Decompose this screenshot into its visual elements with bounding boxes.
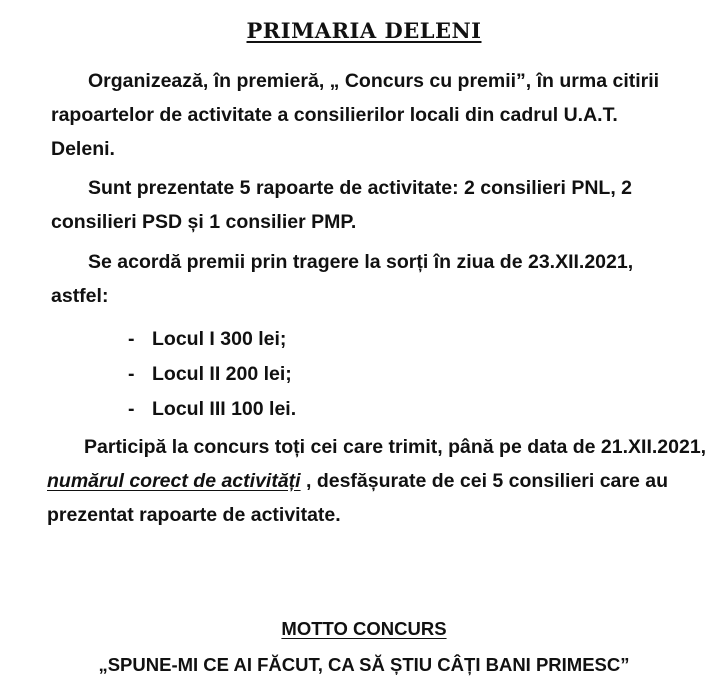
intro-paragraph [51, 64, 678, 166]
list-item [128, 392, 296, 427]
prize-text: Locul II 200 lei; [152, 363, 292, 385]
document-title: PRIMARIA DELENI [246, 18, 482, 43]
intro-text: Organizează, în premieră, „ Concurs cu premii”, în urma citirii rapoartelor de activitate a consilierilor locali din cadrul U.A.T. Deleni. [51, 70, 660, 160]
dash-bullet: - [128, 328, 135, 350]
dash-bullet: - [128, 398, 135, 420]
prize-text: Locul III 100 lei. [152, 398, 297, 420]
emphasized-phrase: numărul corect de activități [47, 470, 301, 492]
prizes-intro-paragraph [51, 245, 678, 313]
motto-text: „SPUNE-MI CE AI FĂCUT, CA SĂ ȘTIU CÂȚI BANI PRIMESC” [98, 654, 630, 675]
prize-list [128, 322, 296, 427]
participation-paragraph [47, 430, 708, 532]
list-item [128, 322, 296, 357]
participation-text-end: , desfășurate de cei 5 consilieri care au prezentat rapoarte de activitate. [47, 470, 669, 526]
prizes-intro-text: Se acordă premii prin tragere la sorți în ziua de 23.XII.2021, astfel: [51, 251, 634, 307]
list-item [128, 357, 296, 392]
reports-text: Sunt prezentate 5 rapoarte de activitate: 2 consilieri PNL, 2 consilieri PSD și 1 consilier PMP. [51, 177, 633, 233]
motto-heading: MOTTO CONCURS [281, 618, 447, 639]
dash-bullet: - [128, 363, 135, 385]
participation-text-start: Participă la concurs toți cei care trimit, până pe data de 21.XII.2021, [84, 436, 707, 458]
reports-paragraph [51, 171, 678, 239]
prize-text: Locul I 300 lei; [152, 328, 287, 350]
